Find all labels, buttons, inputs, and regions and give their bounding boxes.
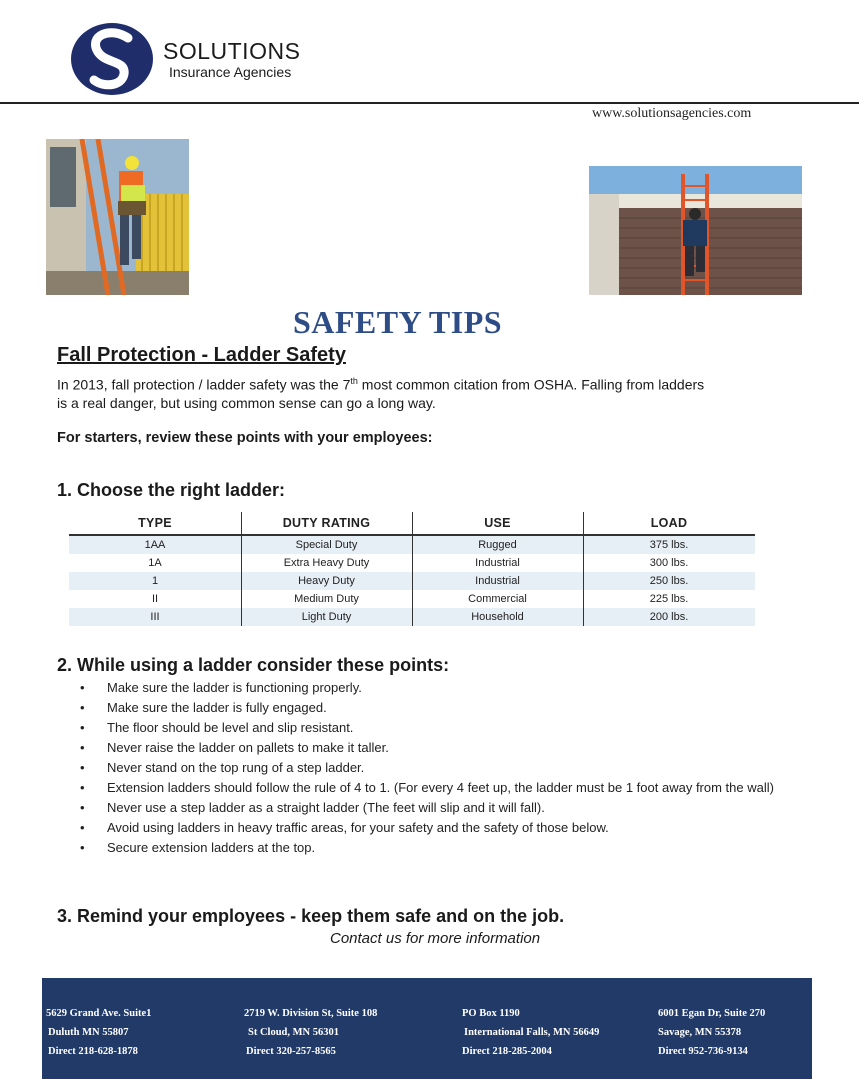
list-item-text: Secure extension ladders at the top.	[107, 840, 316, 855]
table-cell: 225 lbs.	[649, 593, 689, 605]
office-address: PO Box 1190	[462, 1008, 520, 1019]
header-divider	[0, 102, 859, 104]
company-logo	[70, 22, 154, 96]
list-item	[80, 760, 810, 776]
intro-text-start: In 2013, fall protection / ladder safety was the 7	[57, 376, 351, 393]
table-cell: Extra Heavy Duty	[283, 557, 370, 569]
bullet-icon: •	[80, 820, 85, 835]
table-header-cell: TYPE	[138, 516, 172, 530]
bullet-icon: •	[80, 680, 85, 695]
table-cell: Medium Duty	[294, 593, 359, 605]
list-item-text: Never raise the ladder on pallets to make it taller.	[107, 740, 389, 755]
list-item	[80, 680, 810, 696]
table-cell: III	[150, 611, 160, 623]
section-title: Fall Protection - Ladder Safety	[57, 344, 346, 366]
bullet-icon: •	[80, 700, 85, 715]
intro-superscript: th	[350, 376, 358, 386]
table-cell: 250 lbs.	[649, 575, 689, 587]
list-item	[80, 740, 810, 756]
office-address: 6001 Egan Dr, Suite 270	[658, 1008, 766, 1019]
worker-climbing-ladder-photo	[589, 166, 802, 295]
contact-line: Contact us for more information	[330, 930, 541, 947]
bullet-icon: •	[80, 800, 85, 815]
step1-heading: 1. Choose the right ladder:	[57, 480, 286, 500]
office-city: Duluth MN 55807	[48, 1027, 129, 1038]
table-column-divider	[583, 512, 584, 626]
list-item	[80, 780, 810, 796]
table-cell: 1AA	[144, 539, 166, 551]
list-item-text: Make sure the ladder is fully engaged.	[107, 700, 327, 715]
table-cell: Industrial	[475, 557, 520, 569]
ladder-tips-list	[80, 680, 810, 860]
ladder-rating-table	[69, 512, 755, 626]
table-cell: Commercial	[468, 593, 527, 605]
office-address: 5629 Grand Ave. Suite1	[46, 1008, 152, 1019]
table-column-divider	[412, 512, 413, 626]
table-cell: 1A	[148, 557, 162, 569]
bullet-icon: •	[80, 720, 85, 735]
bullet-icon: •	[80, 740, 85, 755]
table-cell: II	[151, 593, 159, 605]
list-item	[80, 820, 810, 836]
list-item	[80, 840, 810, 856]
list-item	[80, 720, 810, 736]
list-item-text: Never stand on the top rung of a step ladder.	[107, 760, 365, 775]
page-title: SAFETY TIPS	[292, 304, 503, 340]
office-savage	[658, 1004, 765, 1061]
step2-heading: 2. While using a ladder consider these points:	[57, 655, 450, 675]
table-column-divider	[241, 512, 242, 626]
list-item-text: Never use a step ladder as a straight ladder (The feet will slip and it will fall).	[107, 800, 545, 815]
list-item-text: Avoid using ladders in heavy traffic areas, for your safety and the safety of those below.	[107, 820, 609, 835]
brand-name: SOLUTIONS	[163, 38, 301, 64]
table-cell: 200 lbs.	[649, 611, 689, 623]
list-item-text: Make sure the ladder is functioning properly.	[107, 680, 362, 695]
office-international-falls	[462, 1004, 599, 1061]
office-phone: Direct 218-285-2004	[462, 1046, 552, 1057]
list-item	[80, 700, 810, 716]
worker-on-ladder-photo	[46, 139, 189, 295]
office-phone: Direct 218-628-1878	[48, 1046, 138, 1057]
website-url: www.solutionsagencies.com	[592, 106, 752, 121]
bullet-icon: •	[80, 840, 85, 855]
footer-offices	[42, 978, 812, 1079]
office-phone: Direct 952-736-9134	[658, 1046, 748, 1057]
office-city: International Falls, MN 56649	[464, 1027, 600, 1038]
table-cell: 1	[151, 575, 159, 587]
brand-subtitle: Insurance Agencies	[169, 64, 292, 80]
list-item-text: Extension ladders should follow the rule of 4 to 1. (For every 4 feet up, the ladder must be 1 foot away from the wall)	[107, 780, 774, 795]
intro-text-end: most common citation from OSHA. Falling from ladders is a real danger, but using common sense can go a long way.	[57, 376, 705, 411]
table-header-cell: LOAD	[650, 516, 688, 530]
table-cell: 375 lbs.	[649, 539, 689, 551]
table-header-cell: USE	[484, 516, 511, 530]
bullet-icon: •	[80, 780, 85, 795]
table-header-cell: DUTY RATING	[282, 516, 371, 530]
step3-heading: 3. Remind your employees - keep them safe and on the job.	[57, 906, 565, 926]
table-cell: 300 lbs.	[649, 557, 689, 569]
office-phone: Direct 320-257-8565	[246, 1046, 336, 1057]
office-st-cloud	[244, 1004, 377, 1061]
table-cell: Industrial	[475, 575, 520, 587]
table-cell: Light Duty	[301, 611, 352, 623]
intro-paragraph	[57, 372, 717, 412]
table-cell: Rugged	[478, 539, 517, 551]
office-duluth	[46, 1004, 151, 1061]
office-city: St Cloud, MN 56301	[248, 1027, 340, 1038]
table-cell: Household	[471, 611, 524, 623]
starters-line: For starters, review these points with your employees:	[57, 430, 433, 446]
list-item	[80, 800, 810, 816]
table-cell: Special Duty	[295, 539, 358, 551]
list-item-text: The floor should be level and slip resistant.	[107, 720, 354, 735]
office-address: 2719 W. Division St, Suite 108	[244, 1008, 378, 1019]
office-city: Savage, MN 55378	[658, 1027, 742, 1038]
bullet-icon: •	[80, 760, 85, 775]
table-cell: Heavy Duty	[298, 575, 355, 587]
